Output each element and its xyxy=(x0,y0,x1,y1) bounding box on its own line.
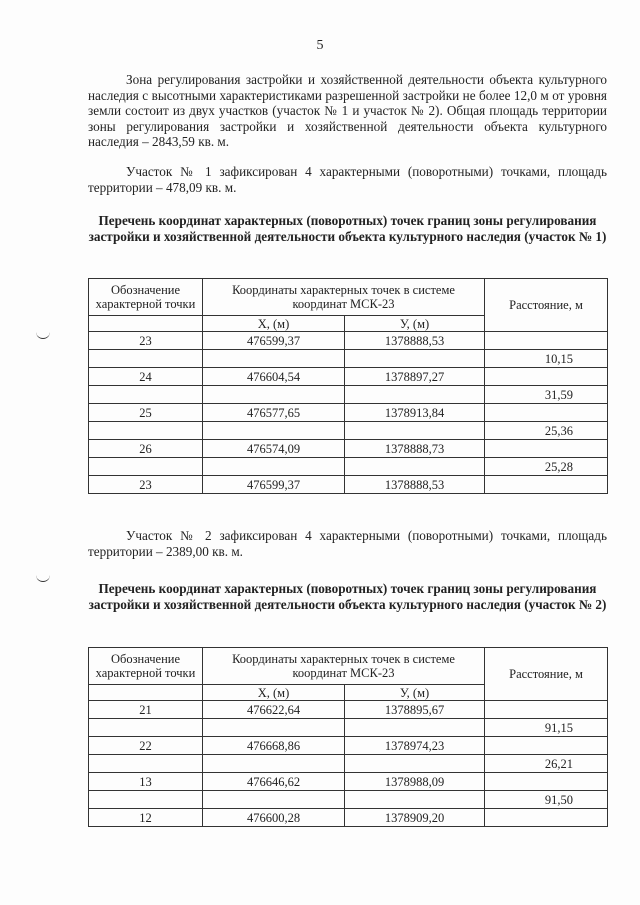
cell-empty xyxy=(89,755,203,773)
cell-x: 476668,86 xyxy=(203,737,345,755)
cell-point: 26 xyxy=(89,440,203,458)
cell-x: 476604,54 xyxy=(203,368,345,386)
point-row xyxy=(89,701,608,719)
distance-row xyxy=(89,755,608,773)
col-header-point: Обозначение характерной точки xyxy=(89,648,203,685)
cell-y: 1378897,27 xyxy=(345,368,485,386)
page-number: 5 xyxy=(316,38,324,53)
cell-y: 1378974,23 xyxy=(345,737,485,755)
cell-point: 23 xyxy=(89,476,203,494)
cell-empty xyxy=(203,719,345,737)
cell-y: 1378888,73 xyxy=(345,440,485,458)
cell-y: 1378988,09 xyxy=(345,773,485,791)
point-row xyxy=(89,809,608,827)
cell-x: 476574,09 xyxy=(203,440,345,458)
cell-distance: 25,28 xyxy=(485,458,608,476)
cell-empty xyxy=(89,386,203,404)
cell-empty xyxy=(203,755,345,773)
point-row xyxy=(89,332,608,350)
cell-empty xyxy=(485,476,608,494)
col-header-coords: Координаты характерных точек в системе координат МСК-23 xyxy=(203,648,485,685)
cell-y: 1378895,67 xyxy=(345,701,485,719)
cell-y: 1378913,84 xyxy=(345,404,485,422)
cell-point: 21 xyxy=(89,701,203,719)
cell-empty xyxy=(89,719,203,737)
section1-heading: Перечень координат характерных (поворотных) точек границ зоны регулирования застройки и хозяйственной деятельности объекта культурного наследия (участок № 1) xyxy=(88,213,607,244)
cell-y: 1378909,20 xyxy=(345,809,485,827)
distance-row xyxy=(89,791,608,809)
col-header-point-cont xyxy=(89,685,203,701)
cell-empty xyxy=(89,458,203,476)
cell-distance: 10,15 xyxy=(485,350,608,368)
margin-mark xyxy=(36,575,50,582)
cell-empty xyxy=(485,701,608,719)
distance-row xyxy=(89,422,608,440)
cell-empty xyxy=(203,791,345,809)
cell-empty xyxy=(485,404,608,422)
cell-x: 476577,65 xyxy=(203,404,345,422)
cell-point: 22 xyxy=(89,737,203,755)
col-header-distance: Расстояние, м xyxy=(485,648,608,701)
cell-point: 13 xyxy=(89,773,203,791)
cell-x: 476646,62 xyxy=(203,773,345,791)
col-header-coords: Координаты характерных точек в системе координат МСК-23 xyxy=(203,279,485,316)
point-row xyxy=(89,476,608,494)
point-row xyxy=(89,773,608,791)
col-header-y: У, (м) xyxy=(345,685,485,701)
cell-distance: 91,50 xyxy=(485,791,608,809)
cell-x: 476600,28 xyxy=(203,809,345,827)
cell-empty xyxy=(345,755,485,773)
intro-paragraph: Зона регулирования застройки и хозяйственной деятельности объекта культурного наследия с высотными характеристиками разрешенной застройки не более 12,0 м от уровня земли состоит из двух участков (участок № 1 и участок № 2). Общая площадь территории зоны регулирования застройки и хозяйственной деятельности объекта культурного наследия – 2843,59 кв. м. xyxy=(88,72,607,149)
cell-distance: 91,15 xyxy=(485,719,608,737)
cell-x: 476599,37 xyxy=(203,332,345,350)
cell-empty xyxy=(345,458,485,476)
section2-paragraph: Участок № 2 зафиксирован 4 характерными (поворотными) точками, площадь территории – 2389,00 кв. м. xyxy=(88,528,607,559)
cell-point: 12 xyxy=(89,809,203,827)
col-header-point-cont xyxy=(89,316,203,332)
cell-empty xyxy=(345,386,485,404)
cell-empty xyxy=(203,386,345,404)
cell-point: 23 xyxy=(89,332,203,350)
cell-empty xyxy=(485,332,608,350)
distance-row xyxy=(89,386,608,404)
distance-row xyxy=(89,719,608,737)
cell-point: 25 xyxy=(89,404,203,422)
cell-empty xyxy=(89,350,203,368)
distance-row xyxy=(89,458,608,476)
section1-paragraph: Участок № 1 зафиксирован 4 характерными (поворотными) точками, площадь территории – 478,09 кв. м. xyxy=(88,164,607,195)
cell-empty xyxy=(89,791,203,809)
section2-heading: Перечень координат характерных (поворотных) точек границ зоны регулирования застройки и хозяйственной деятельности объекта культурного наследия (участок № 2) xyxy=(88,581,607,612)
cell-empty xyxy=(345,422,485,440)
cell-empty xyxy=(345,350,485,368)
cell-y: 1378888,53 xyxy=(345,476,485,494)
col-header-distance: Расстояние, м xyxy=(485,279,608,332)
margin-mark xyxy=(36,332,50,339)
cell-empty xyxy=(203,422,345,440)
cell-distance: 31,59 xyxy=(485,386,608,404)
col-header-x: X, (м) xyxy=(203,685,345,701)
cell-distance: 25,36 xyxy=(485,422,608,440)
cell-empty xyxy=(485,737,608,755)
col-header-y: У, (м) xyxy=(345,316,485,332)
col-header-point: Обозначение характерной точки xyxy=(89,279,203,316)
cell-distance: 26,21 xyxy=(485,755,608,773)
cell-empty xyxy=(345,791,485,809)
cell-empty xyxy=(203,350,345,368)
cell-x: 476599,37 xyxy=(203,476,345,494)
cell-empty xyxy=(345,719,485,737)
cell-empty xyxy=(485,809,608,827)
cell-x: 476622,64 xyxy=(203,701,345,719)
cell-y: 1378888,53 xyxy=(345,332,485,350)
cell-empty xyxy=(485,440,608,458)
distance-row xyxy=(89,350,608,368)
cell-empty xyxy=(89,422,203,440)
cell-empty xyxy=(485,368,608,386)
point-row xyxy=(89,440,608,458)
cell-empty xyxy=(485,773,608,791)
point-row xyxy=(89,368,608,386)
coordinates-table-2 xyxy=(88,647,608,827)
cell-point: 24 xyxy=(89,368,203,386)
point-row xyxy=(89,737,608,755)
cell-empty xyxy=(203,458,345,476)
point-row xyxy=(89,404,608,422)
coordinates-table-1 xyxy=(88,278,608,494)
col-header-x: X, (м) xyxy=(203,316,345,332)
